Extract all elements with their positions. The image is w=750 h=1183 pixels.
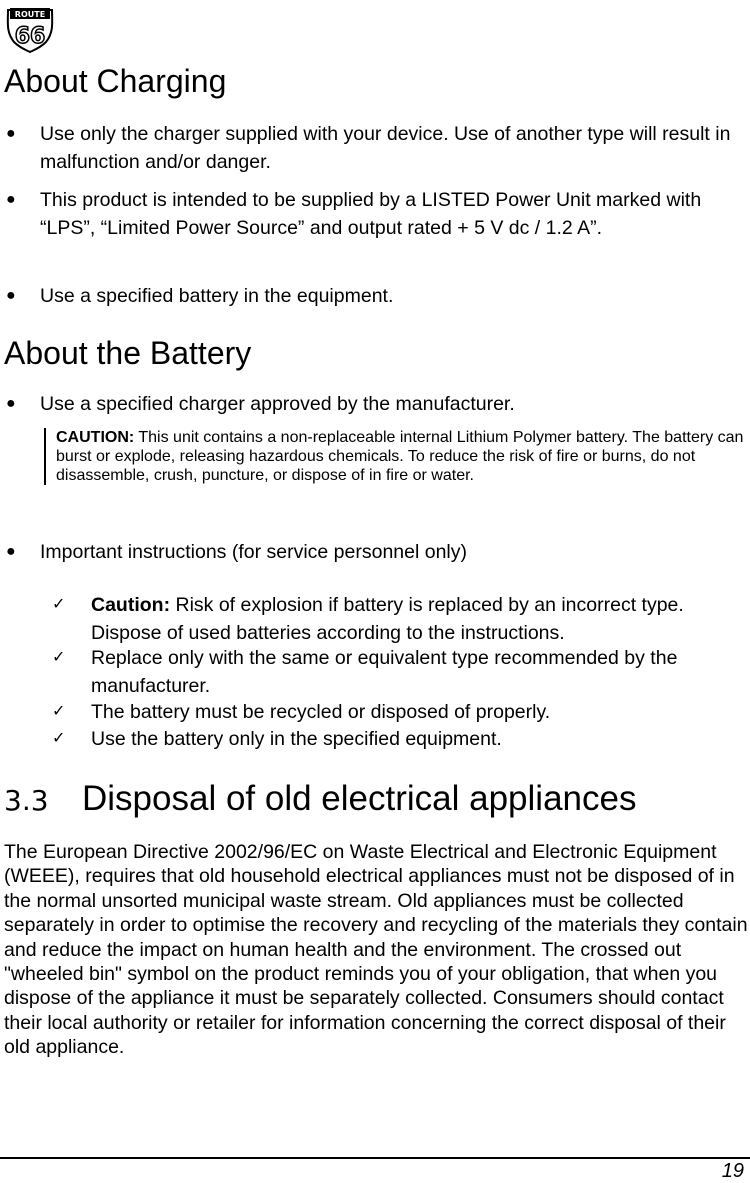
caution-label: CAUTION:	[56, 429, 135, 446]
logo-number-text: 66	[14, 24, 46, 49]
bullet-icon: ●	[6, 191, 16, 208]
section-number: 3.3	[4, 784, 49, 817]
bullet-icon: ●	[6, 125, 16, 142]
check-icon: ✓	[52, 596, 66, 613]
route66-logo	[4, 2, 56, 54]
section-heading	[4, 777, 636, 823]
check-icon: ✓	[52, 649, 66, 666]
page-number: 19	[721, 1160, 744, 1182]
about-battery-heading: About the Battery	[4, 335, 252, 371]
bullet-icon: ●	[6, 543, 16, 560]
check-icon: ✓	[52, 730, 66, 747]
logo-route-text: ROUTE	[14, 10, 46, 19]
caution-text: This unit contains a non-replaceable internal Lithium Polymer battery. The battery can burst or explode, releasing hazardous chemicals. To reduce the risk of fire or burns, do not disassemble, crush, puncture, or dispose of in fire or water.	[56, 429, 744, 484]
footer-rule	[0, 1157, 750, 1159]
bullet-icon: ●	[6, 395, 16, 412]
about-charging-heading: About Charging	[4, 63, 227, 99]
disposal-paragraph: The European Directive 2002/96/EC on Waste Electrical and Electronic Equipment (WEEE), requires that old household electrical appliances must not be disposed of in the normal unsorted municipal waste stream. Old appliances must be collected separately in order to optimise the recovery and recycling of the materials they contain and reduce the impact on human health and the environment. The crossed out "wheeled bin" symbol on the product reminds you of your obligation, that when you dispose of the appliance it must be separately collected. Consumers should contact their local authority or retailer for information concerning the correct disposal of their old appliance.	[4, 841, 748, 1059]
section-title: Disposal of old electrical appliances	[82, 779, 637, 818]
caution-box	[44, 428, 750, 485]
check-icon: ✓	[52, 703, 66, 720]
bullet-icon: ●	[6, 287, 16, 304]
